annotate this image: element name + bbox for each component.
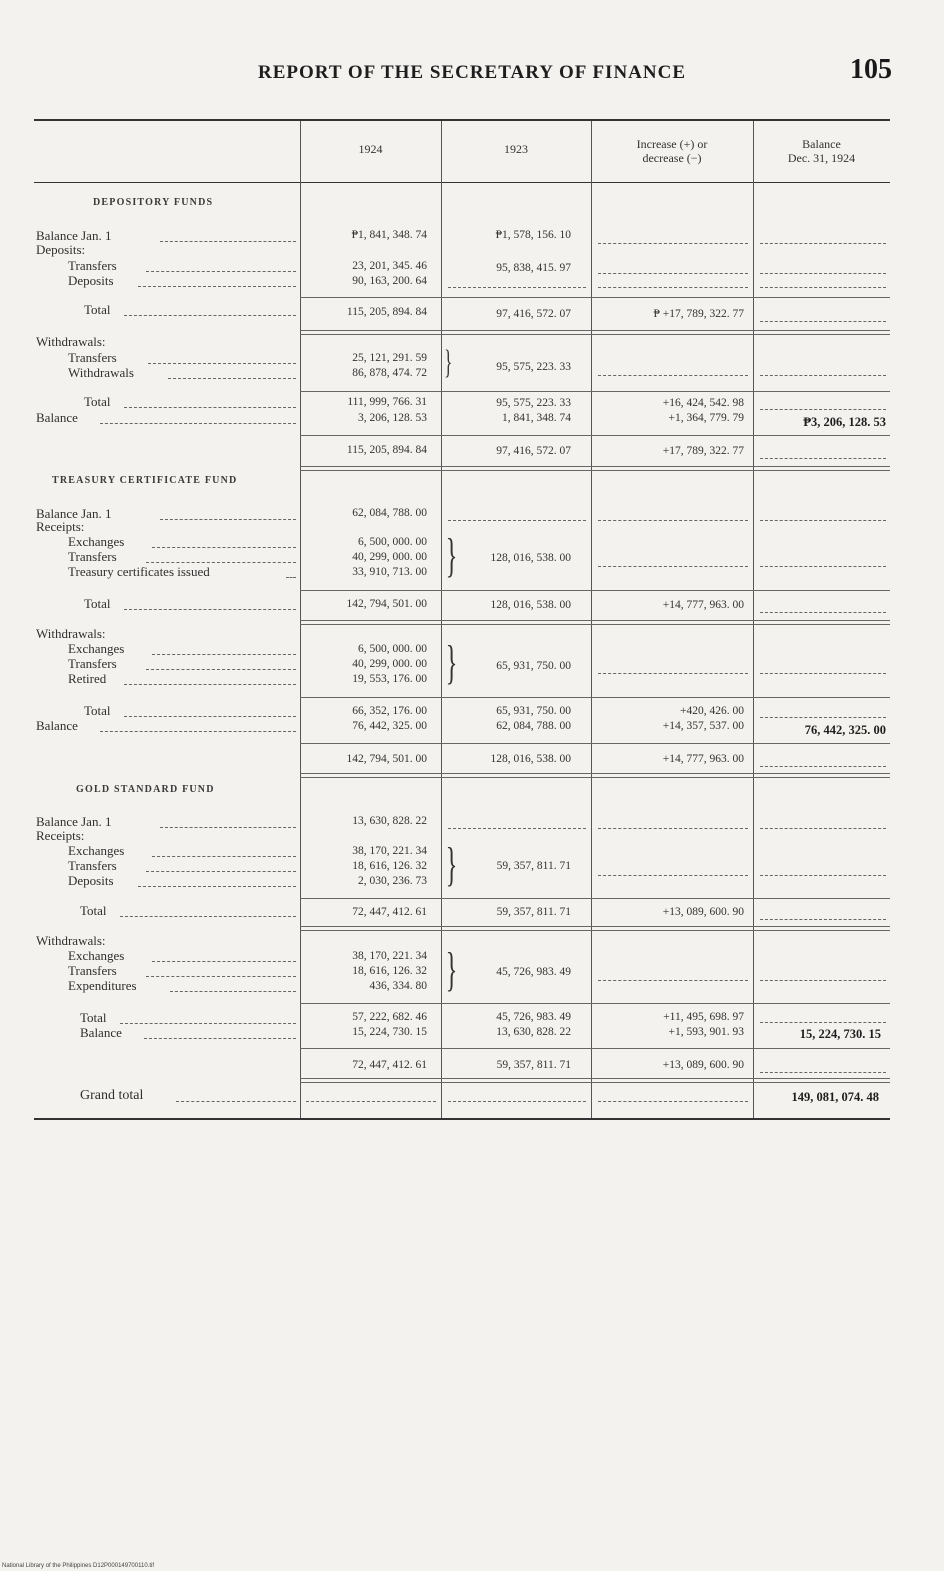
cell-1924: 6, 500, 000. 00 xyxy=(358,643,427,655)
cell-1924: 57, 222, 682. 46 xyxy=(352,1011,427,1023)
cell-1924: 115, 205, 894. 84 xyxy=(346,444,427,456)
row-label: Total xyxy=(84,703,111,718)
leader-dots xyxy=(152,654,296,655)
row-label: Total xyxy=(80,903,107,918)
leader-dots xyxy=(146,562,296,563)
leader-dots xyxy=(138,286,296,287)
row-label: Deposits xyxy=(68,873,114,888)
row-label: Balance Jan. 1 xyxy=(36,814,112,829)
leader-dots xyxy=(124,716,296,717)
separator xyxy=(300,743,890,744)
separator xyxy=(300,391,890,392)
leader-dots xyxy=(598,828,748,829)
cell-change: +14, 777, 963. 00 xyxy=(662,599,744,611)
double-rule xyxy=(300,926,890,931)
cell-1923: 62, 084, 788. 00 xyxy=(496,720,571,732)
cell-1924: 23, 201, 345. 46 xyxy=(352,260,427,272)
leader-dots xyxy=(760,409,886,410)
leader-dots xyxy=(160,241,296,242)
cell-1924: 13, 630, 828. 22 xyxy=(352,815,427,827)
row-label: Total xyxy=(84,302,111,317)
row-label: Transfers xyxy=(68,963,117,978)
row-label: Withdrawals: xyxy=(36,626,106,641)
cell-1923: 128, 016, 538. 00 xyxy=(490,599,571,611)
cell-balance-dec31: 15, 224, 730. 15 xyxy=(799,1027,881,1041)
row-label: Withdrawals: xyxy=(36,933,106,948)
cell-1923: 59, 357, 811. 71 xyxy=(496,860,571,872)
leader-dots xyxy=(448,287,586,288)
cell-1923: 95, 575, 223. 33 xyxy=(496,397,571,409)
leader-dots xyxy=(124,609,296,610)
leader-dots xyxy=(146,271,296,272)
leader-dots xyxy=(760,717,886,718)
leader-dots xyxy=(146,669,296,670)
cell-1924: 86, 878, 474. 72 xyxy=(352,367,427,379)
row-label: Transfers xyxy=(68,258,117,273)
cell-1923: 65, 931, 750. 00 xyxy=(496,660,571,672)
cell-1924: 40, 299, 000. 00 xyxy=(352,658,427,670)
cell-1924: 62, 084, 788. 00 xyxy=(352,507,427,519)
row-label: Transfers xyxy=(68,858,117,873)
cell-1923: 45, 726, 983. 49 xyxy=(496,1011,571,1023)
row-label: Total xyxy=(80,1010,107,1025)
leader-dots xyxy=(448,828,586,829)
row-label: Balance Jan. 1 xyxy=(36,228,112,243)
cell-1923: 128, 016, 538. 00 xyxy=(490,552,571,564)
cell-1924: 2, 030, 236. 73 xyxy=(358,875,427,887)
leader-dots xyxy=(306,1101,436,1102)
cell-1923: 95, 838, 415. 97 xyxy=(496,262,571,274)
row-label: Balance xyxy=(36,718,78,733)
cell-1924: 3, 206, 128. 53 xyxy=(358,412,427,424)
cell-1924: 25, 121, 291. 59 xyxy=(352,352,427,364)
leader-dots xyxy=(760,375,886,376)
page-title: REPORT OF THE SECRETARY OF FINANCE xyxy=(257,62,687,83)
row-label: Expenditures xyxy=(68,978,137,993)
leader-dots xyxy=(598,566,748,567)
leader-dots xyxy=(100,731,296,732)
cell-change: +14, 777, 963. 00 xyxy=(662,753,744,765)
row-label: Transfers xyxy=(68,549,117,564)
cell-1924: 38, 170, 221. 34 xyxy=(352,845,427,857)
cell-change: ₱ +17, 789, 322. 77 xyxy=(653,308,744,320)
cell-change: +420, 426. 00 xyxy=(680,705,744,717)
grand-total-label: Grand total xyxy=(80,1088,144,1103)
cell-1924: 38, 170, 221. 34 xyxy=(352,950,427,962)
leader-dots xyxy=(170,991,296,992)
cell-1924: 15, 224, 730. 15 xyxy=(352,1026,427,1038)
column-header-1924: 1924 xyxy=(358,142,383,156)
cell-change: +13, 089, 600. 90 xyxy=(662,906,744,918)
leader-dots xyxy=(760,828,886,829)
leader-dots xyxy=(598,673,748,674)
double-rule xyxy=(300,330,890,335)
cell-1924: 19, 553, 176. 00 xyxy=(352,673,427,685)
double-rule xyxy=(300,1078,890,1083)
cell-1924: 66, 352, 176. 00 xyxy=(352,705,427,717)
cell-1923: 97, 416, 572. 07 xyxy=(496,308,571,320)
leader-dots xyxy=(598,273,748,274)
row-label: Treasury certificates issued xyxy=(68,564,210,579)
leader-dots xyxy=(160,519,296,520)
section-title-gold: GOLD STANDARD FUND xyxy=(76,784,215,795)
cell-1923: 95, 575, 223. 33 xyxy=(496,361,571,373)
brace-icon: } xyxy=(444,344,453,381)
separator xyxy=(300,1003,890,1004)
cell-change: +1, 593, 901. 93 xyxy=(668,1026,744,1038)
row-label: Receipts: xyxy=(36,828,85,843)
cell-1924: 18, 616, 126. 32 xyxy=(352,860,427,872)
cell-1924: 72, 447, 412. 61 xyxy=(352,906,427,918)
cell-change: +11, 495, 698. 97 xyxy=(663,1011,744,1023)
separator xyxy=(300,435,890,436)
leader-dots xyxy=(760,321,886,322)
leader-dots xyxy=(152,856,296,857)
leader-dots xyxy=(598,980,748,981)
leader-dots xyxy=(760,458,886,459)
cell-1924: 40, 299, 000. 00 xyxy=(352,551,427,563)
leader-dots xyxy=(152,961,296,962)
leader-dots xyxy=(598,375,748,376)
leader-dots xyxy=(124,407,296,408)
leader-dots xyxy=(760,243,886,244)
row-label: Balance xyxy=(80,1025,122,1040)
leader-dots xyxy=(760,766,886,767)
leader-dots xyxy=(598,243,748,244)
page-number: 105 xyxy=(850,54,892,85)
cell-balance-dec31: ₱3, 206, 128. 53 xyxy=(803,415,886,429)
cell-1924: 6, 500, 000. 00 xyxy=(358,536,427,548)
row-label: Withdrawals xyxy=(68,365,134,380)
cell-1924: 436, 334. 80 xyxy=(369,980,427,992)
row-label: Deposits xyxy=(68,273,114,288)
leader-dots xyxy=(124,315,296,316)
leader-dots xyxy=(760,1072,886,1073)
row-label: Exchanges xyxy=(68,948,125,963)
leader-dots xyxy=(760,673,886,674)
leader-dots xyxy=(760,980,886,981)
cell-change: +1, 364, 779. 79 xyxy=(668,412,744,424)
row-label: Transfers xyxy=(68,350,117,365)
cell-1924: 76, 442, 325. 00 xyxy=(352,720,427,732)
row-label: Withdrawals: xyxy=(36,334,106,349)
cell-1923: 59, 357, 811. 71 xyxy=(496,1059,571,1071)
row-label: Deposits: xyxy=(36,242,86,257)
section-title-depository: DEPOSITORY FUNDS xyxy=(93,197,214,208)
leader-dots xyxy=(146,871,296,872)
cell-balance-dec31: 76, 442, 325. 00 xyxy=(804,723,886,737)
leader-dots xyxy=(760,612,886,613)
leader-dots xyxy=(168,378,296,379)
cell-1924: 142, 794, 501. 00 xyxy=(346,753,427,765)
cell-1923: 128, 016, 538. 00 xyxy=(490,753,571,765)
leader-dots xyxy=(286,577,296,578)
cell-1923: 59, 357, 811. 71 xyxy=(496,906,571,918)
double-rule xyxy=(300,466,890,471)
cell-1923: 97, 416, 572. 07 xyxy=(496,445,571,457)
cell-change: +17, 789, 322. 77 xyxy=(662,445,744,457)
leader-dots xyxy=(598,287,748,288)
leader-dots xyxy=(448,1101,586,1102)
cell-1923: 13, 630, 828. 22 xyxy=(496,1026,571,1038)
row-label: Total xyxy=(84,394,111,409)
section-title-treasury: TREASURY CERTIFICATE FUND xyxy=(52,475,238,486)
leader-dots xyxy=(598,875,748,876)
row-label: Exchanges xyxy=(68,843,125,858)
leader-dots xyxy=(598,520,748,521)
column-header-1923: 1923 xyxy=(504,142,528,156)
double-rule xyxy=(300,620,890,625)
scan-footer-note: National Library of the Philippines D12P000149700110.tif xyxy=(2,1563,154,1569)
row-label: Receipts: xyxy=(36,519,85,534)
row-label: Exchanges xyxy=(68,641,125,656)
leader-dots xyxy=(120,1023,296,1024)
leader-dots xyxy=(124,684,296,685)
double-rule xyxy=(300,773,890,778)
cell-1924: 111, 999, 766. 31 xyxy=(347,396,427,408)
row-label: Total xyxy=(84,596,111,611)
brace-icon: } xyxy=(445,636,458,689)
cell-1924: 115, 205, 894. 84 xyxy=(346,306,427,318)
leader-dots xyxy=(760,1022,886,1023)
cell-1923: ₱1, 578, 156. 10 xyxy=(495,229,571,241)
leader-dots xyxy=(176,1101,296,1102)
leader-dots xyxy=(760,566,886,567)
row-label: Balance Jan. 1 xyxy=(36,506,112,521)
leader-dots xyxy=(144,1038,296,1039)
leader-dots xyxy=(760,919,886,920)
cell-1924: 142, 794, 501. 00 xyxy=(346,598,427,610)
cell-1923: 45, 726, 983. 49 xyxy=(496,966,571,978)
cell-1924: 90, 163, 200. 64 xyxy=(352,275,427,287)
row-label: Transfers xyxy=(68,656,117,671)
column-header-balance: Balance Dec. 31, 1924 xyxy=(787,137,856,165)
header-bottom-rule xyxy=(34,182,890,183)
cell-change: +13, 089, 600. 90 xyxy=(662,1059,744,1071)
leader-dots xyxy=(760,287,886,288)
brace-icon: } xyxy=(445,943,458,996)
leader-dots xyxy=(760,520,886,521)
cell-1924: ₱1, 841, 348. 74 xyxy=(351,229,427,241)
leader-dots xyxy=(138,886,296,887)
cell-1924: 72, 447, 412. 61 xyxy=(352,1059,427,1071)
table-top-rule xyxy=(34,119,890,121)
leader-dots xyxy=(148,363,296,364)
cell-change: +14, 357, 537. 00 xyxy=(662,720,744,732)
grand-total-value: 149, 081, 074. 48 xyxy=(791,1090,879,1104)
cell-1924: 18, 616, 126. 32 xyxy=(352,965,427,977)
leader-dots xyxy=(152,547,296,548)
separator xyxy=(300,1048,890,1049)
row-label: Balance xyxy=(36,410,78,425)
row-label: Retired xyxy=(68,671,107,686)
cell-change: +16, 424, 542. 98 xyxy=(662,397,744,409)
cell-1924: 33, 910, 713. 00 xyxy=(352,566,427,578)
column-header-increase: Increase (+) or decrease (−) xyxy=(636,137,708,165)
leader-dots xyxy=(448,520,586,521)
separator xyxy=(300,590,890,591)
leader-dots xyxy=(760,273,886,274)
separator xyxy=(300,898,890,899)
leader-dots xyxy=(598,1101,748,1102)
leader-dots xyxy=(160,827,296,828)
row-label: Exchanges xyxy=(68,534,125,549)
brace-icon: } xyxy=(445,529,458,582)
cell-1923: 1, 841, 348. 74 xyxy=(502,412,571,424)
separator xyxy=(300,697,890,698)
table-bottom-rule xyxy=(34,1118,890,1120)
leader-dots xyxy=(760,875,886,876)
leader-dots xyxy=(100,423,296,424)
brace-icon: } xyxy=(445,838,458,891)
cell-1923: 65, 931, 750. 00 xyxy=(496,705,571,717)
leader-dots xyxy=(146,976,296,977)
separator xyxy=(300,297,890,298)
leader-dots xyxy=(120,916,296,917)
